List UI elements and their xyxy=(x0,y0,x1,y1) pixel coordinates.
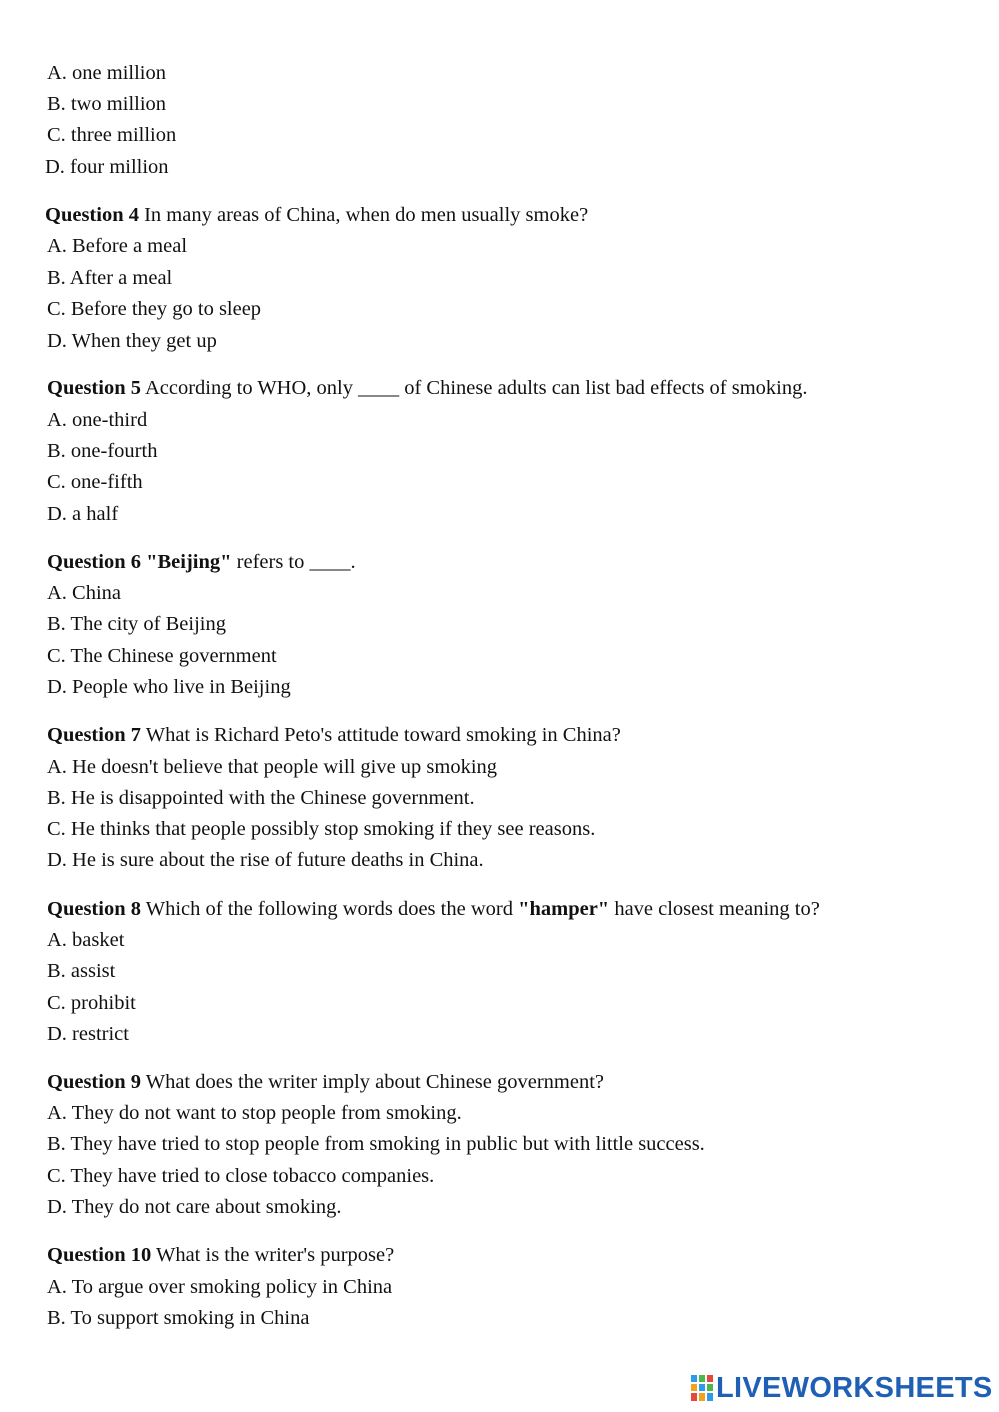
question-5-text: According to WHO, only ____ of Chinese adults can list bad effects of smoking. xyxy=(140,377,808,399)
q5-option-a: A. one-third xyxy=(47,409,148,431)
q6-option-a: A. China xyxy=(47,582,122,604)
question-5-label: Question 5 xyxy=(47,377,141,399)
question-8 xyxy=(47,896,820,922)
q4-option-a: A. Before a meal xyxy=(47,235,188,257)
q5-option-c: C. one-fifth xyxy=(47,471,143,493)
q4-option-d: D. When they get up xyxy=(47,330,217,352)
q8-option-c: C. prohibit xyxy=(47,992,136,1014)
question-6-label: Question 6 xyxy=(47,551,141,573)
question-10-label: Question 10 xyxy=(47,1244,152,1266)
question-7 xyxy=(47,722,621,748)
question-6 xyxy=(47,549,356,575)
question-8-keyword: "hamper" xyxy=(518,898,610,920)
question-10-text: What is the writer's purpose? xyxy=(151,1244,395,1266)
question-9-text: What does the writer imply about Chinese government? xyxy=(140,1071,605,1093)
q3-option-b: B. two million xyxy=(47,93,167,115)
question-7-text: What is Richard Peto's attitude toward smoking in China? xyxy=(140,724,621,746)
question-7-label: Question 7 xyxy=(47,724,141,746)
question-10 xyxy=(47,1242,394,1268)
question-4-label: Question 4 xyxy=(45,204,139,226)
q9-option-b: B. They have tried to stop people from smoking in public but with little success. xyxy=(47,1133,705,1155)
q7-option-b: B. He is disappointed with the Chinese government. xyxy=(47,787,475,809)
question-8-text-after: have closest meaning to? xyxy=(609,898,820,920)
q3-option-c: C. three million xyxy=(47,124,177,146)
q9-option-d: D. They do not care about smoking. xyxy=(47,1196,342,1218)
question-9-label: Question 9 xyxy=(47,1071,141,1093)
question-5 xyxy=(47,375,808,401)
q7-option-d: D. He is sure about the rise of future deaths in China. xyxy=(47,849,484,871)
q6-option-b: B. The city of Beijing xyxy=(47,613,226,635)
q9-option-a: A. They do not want to stop people from smoking. xyxy=(47,1102,462,1124)
question-8-text-before: Which of the following words does the word xyxy=(140,898,519,920)
q4-option-c: C. Before they go to sleep xyxy=(47,298,262,320)
liveworksheets-logo-text: LIVEWORKSHEETS xyxy=(716,1372,993,1404)
question-9 xyxy=(47,1069,604,1095)
q5-option-d: D. a half xyxy=(47,503,119,525)
question-8-label: Question 8 xyxy=(47,898,141,920)
liveworksheets-logo-icon xyxy=(691,1375,713,1401)
liveworksheets-logo xyxy=(691,1372,993,1404)
q5-option-b: B. one-fourth xyxy=(47,440,158,462)
q8-option-b: B. assist xyxy=(47,960,116,982)
q9-option-c: C. They have tried to close tobacco companies. xyxy=(47,1165,435,1187)
q10-option-b: B. To support smoking in China xyxy=(47,1307,310,1329)
q8-option-d: D. restrict xyxy=(47,1023,129,1045)
q6-option-d: D. People who live in Beijing xyxy=(47,676,291,698)
q7-option-a: A. He doesn't believe that people will give up smoking xyxy=(47,756,498,778)
question-4 xyxy=(45,202,588,228)
q6-option-c: C. The Chinese government xyxy=(47,645,277,667)
q3-option-d: D. four million xyxy=(45,156,169,178)
q7-option-c: C. He thinks that people possibly stop smoking if they see reasons. xyxy=(47,818,596,840)
q10-option-a: A. To argue over smoking policy in China xyxy=(47,1276,393,1298)
q3-option-a: A. one million xyxy=(47,62,167,84)
q8-option-a: A. basket xyxy=(47,929,125,951)
question-6-keyword: "Beijing" xyxy=(140,551,232,573)
question-4-text: In many areas of China, when do men usually smoke? xyxy=(138,204,589,226)
q4-option-b: B. After a meal xyxy=(47,267,173,289)
question-6-text: refers to ____. xyxy=(231,551,356,573)
